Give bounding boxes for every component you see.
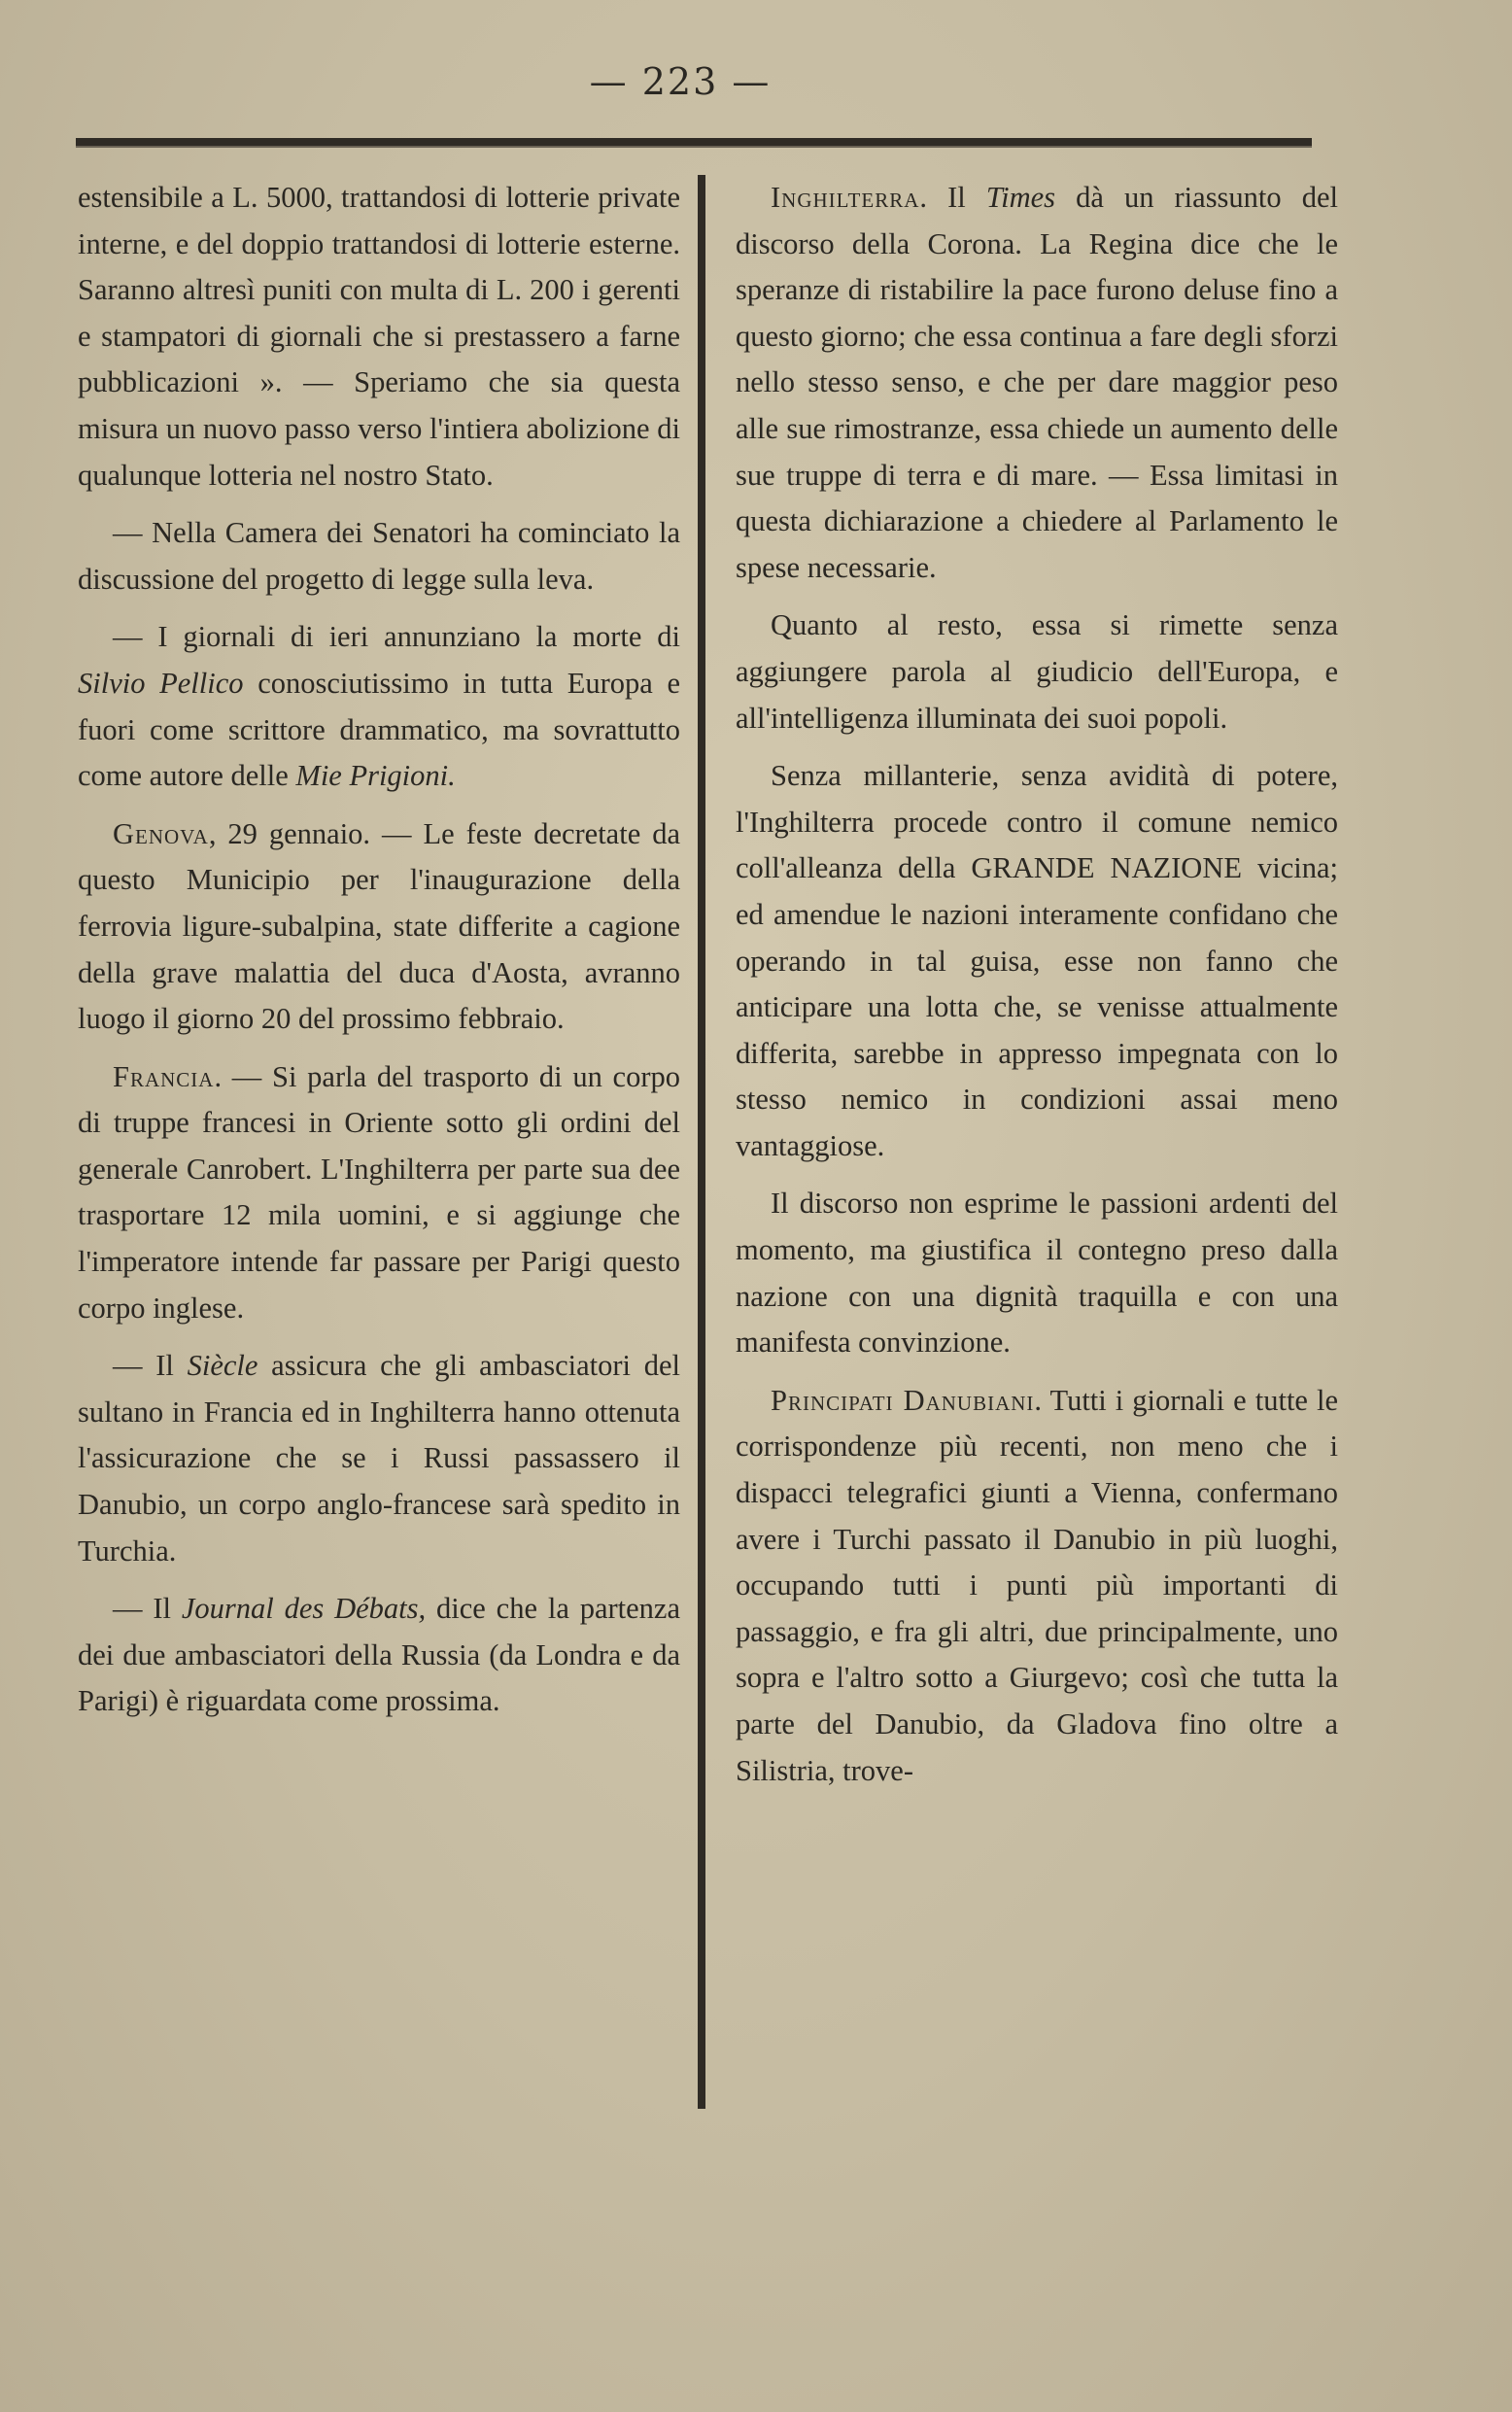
- article-pellico-paragraph: [78, 614, 680, 799]
- francia-heading: Francia: [113, 1059, 215, 1093]
- article-discorso-paragraph: Il discorso non esprime le passioni ardenti del momento, ma giustifica il contegno preso dalla nazione con una dignità traquilla e con una manifesta convinzione.: [736, 1187, 1338, 1360]
- article-resto-paragraph: Quanto al resto, essa si rimette senza aggiungere parola al giudicio dell'Europa, e all'intelligenza illuminata dei suoi popoli.: [736, 608, 1338, 735]
- principati-heading: Principati Danubiani: [771, 1383, 1035, 1417]
- inghilterra-text: dà un riassunto del discorso della Corona. La Regina dice che le speranze di ristabilire la pace furono deluse fino a questo giorno; che essa continua a fare degli sforzi nello stesso senso, e che per dare maggior peso alle sue rimostranze, essa chiede un aumento delle sue truppe di terra e di mare. — Essa limitasi in questa dichiarazione a chiedere al Parlamento le spese necessarie.: [736, 181, 1338, 584]
- article-debats-paragraph: [78, 1586, 680, 1725]
- genova-text: , 29 gennaio. — Le feste decretate da questo Municipio per l'inaugurazione della ferrovia ligure-subalpina, state differite a cagione della grave malattia del duca d'Aosta, avranno luogo il giorno 20 del prossimo febbraio.: [78, 816, 680, 1036]
- pellico-text-middle: conosciutissimo in tutta Europa e fuori come scrittore drammatico, ma sovrattutto come autore delle: [78, 666, 680, 793]
- inghilterra-text-start: . Il: [919, 181, 986, 214]
- francia-text: . — Si parla del trasporto di un corpo di truppe francesi in Oriente sotto gli ordini del generale Canrobert. L'Inghilterra per parte sua dee trasportare 12 mila uomini, e si aggiunge che l'imperatore intende far passare per Parigi questo corpo inglese.: [78, 1059, 680, 1325]
- siecle-text: assicura che gli ambasciatori del sultano in Francia ed in Inghilterra hanno ottenuta l'assicurazione che se i Russi passassero il Danubio, un corpo anglo-francese sarà spedito in Turchia.: [78, 1349, 680, 1568]
- article-senato-paragraph: — Nella Camera dei Senatori ha cominciato la discussione del progetto di legge sulla leva.: [78, 516, 680, 596]
- header-rule: [76, 138, 1312, 148]
- article-siecle-paragraph: [78, 1343, 680, 1574]
- article-lotterie-paragraph: estensibile a L. 5000, trattandosi di lotterie private interne, e del doppio trattandosi di lotterie esterne. Saranno altresì puniti con multa di L. 200 i gerenti e stampatori di giornali che si prestassero a farne pubblicazioni ». — Speriamo che sia questa misura un nuovo passo verso l'intiera abolizione di qualunque lotteria nel nostro Stato.: [78, 181, 680, 492]
- column-divider: [698, 175, 705, 2109]
- journal-des-debats-name: Journal des Débats,: [181, 1592, 427, 1626]
- left-column: [78, 175, 680, 1737]
- siecle-name: Siècle: [187, 1349, 258, 1383]
- times-name: Times: [985, 181, 1055, 214]
- siecle-text-start: — Il: [113, 1349, 188, 1383]
- article-inghilterra-paragraph: [736, 175, 1338, 591]
- inghilterra-heading: Inghilterra: [771, 181, 920, 214]
- article-principati-paragraph: [736, 1378, 1338, 1794]
- pellico-text-start: — I giornali di ieri annunziano la morte di: [113, 620, 680, 654]
- page-number: — 223 —: [589, 60, 772, 103]
- article-francia-paragraph: [78, 1054, 680, 1332]
- debats-text-start: — Il: [113, 1592, 182, 1626]
- article-millanterie-paragraph: Senza millanterie, senza avidità di potere, l'Inghilterra procede contro il comune nemico coll'alleanza della GRANDE NAZIONE vicina; ed amendue le nazioni interamente confidano che operando in tal guisa, esse non fanno che anticipare una lotta che, se venisse attualmente differita, sarebbe in appresso impegnata con lo stesso nemico in condizioni assai meno vantaggiose.: [736, 759, 1338, 1162]
- article-genova-paragraph: [78, 811, 680, 1043]
- debats-text: dice che la partenza dei due ambasciatori della Russia (da Londra e da Parigi) è riguardata come prossima.: [78, 1592, 681, 1718]
- right-column: [736, 175, 1338, 1806]
- principati-text: . Tutti i giornali e tutte le corrispondenze più recenti, non meno che i dispacci telegrafici giunti a Vienna, confermano avere i Turchi passato il Danubio in più luoghi, occupando tutti i punti più importanti di passaggio, e fra gli altri, due principalmente, uno sopra e l'altro sotto a Giurgevo; così che tutta la parte del Danubio, da Gladova fino oltre a Silistria, trove-: [736, 1383, 1338, 1787]
- genova-heading: Genova: [113, 816, 209, 850]
- mie-prigioni-title: Mie Prigioni.: [295, 759, 456, 793]
- pellico-name: Silvio Pellico: [78, 666, 244, 700]
